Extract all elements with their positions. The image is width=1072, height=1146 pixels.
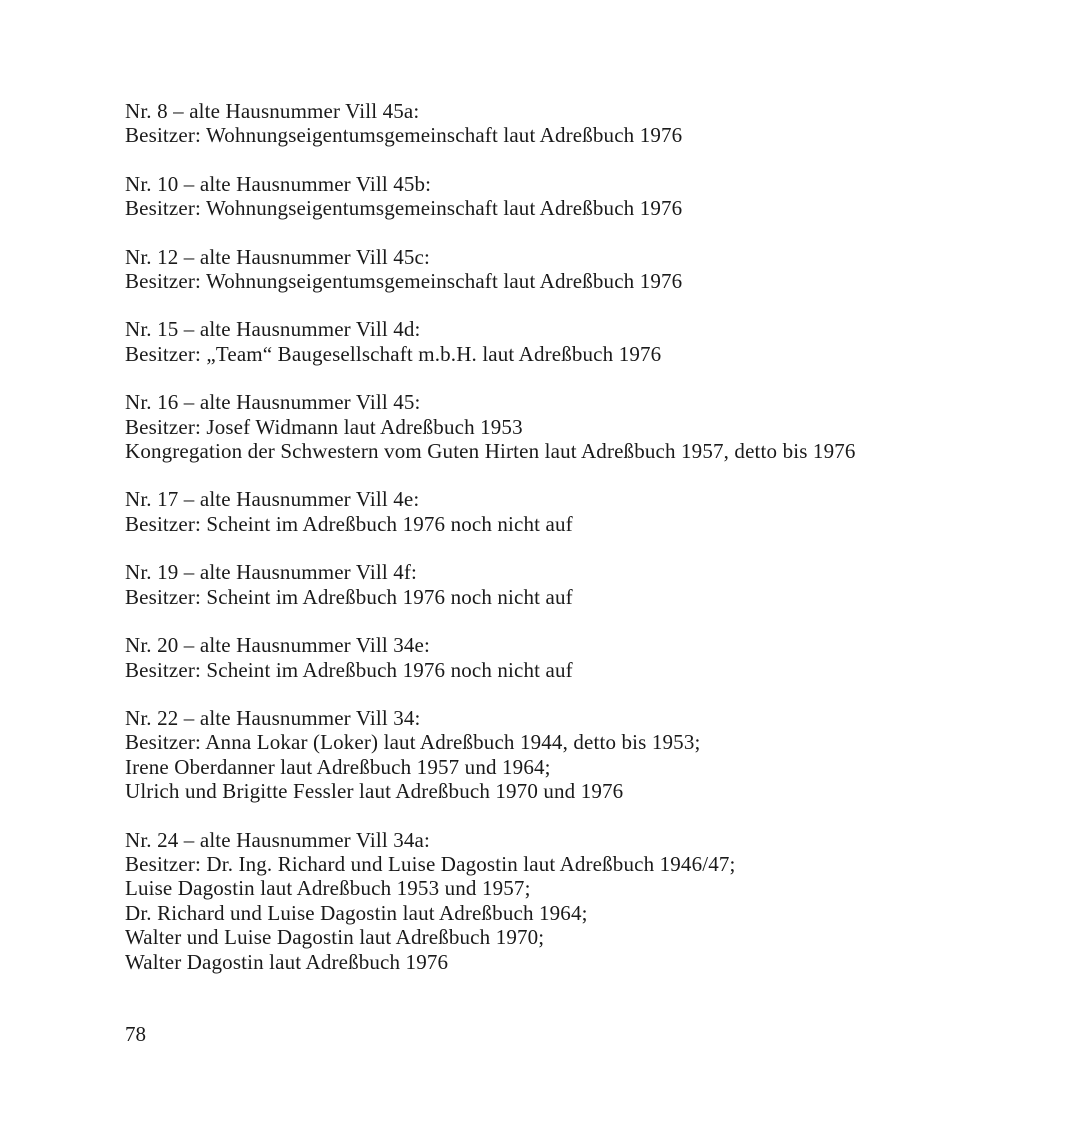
entry-heading: Nr. 15 – alte Hausnummer Vill 4d: bbox=[125, 317, 421, 342]
owner-line: Besitzer: Scheint im Adreßbuch 1976 noch nicht auf bbox=[125, 511, 573, 536]
owner-line: Besitzer: Wohnungseigentumsgemeinschaft laut Adreßbuch 1976 bbox=[125, 123, 683, 148]
owner-line: Besitzer: Anna Lokar (Loker) laut Adreßbuch 1944, detto bis 1953; bbox=[125, 730, 701, 755]
house-entry-17 bbox=[125, 487, 1025, 536]
owner-line: Kongregation der Schwestern vom Guten Hirten laut Adreßbuch 1957, detto bis 1976 bbox=[125, 439, 856, 464]
owner-line: Besitzer: Wohnungseigentumsgemeinschaft laut Adreßbuch 1976 bbox=[125, 196, 683, 221]
owner-line: Ulrich und Brigitte Fessler laut Adreßbuch 1970 und 1976 bbox=[125, 779, 624, 804]
owner-line: Besitzer: Josef Widmann laut Adreßbuch 1953 bbox=[125, 414, 523, 439]
house-entry-12 bbox=[125, 245, 1025, 294]
entry-heading: Nr. 12 – alte Hausnummer Vill 45c: bbox=[125, 244, 430, 269]
owner-line: Walter und Luise Dagostin laut Adreßbuch 1970; bbox=[125, 925, 545, 950]
house-entry-22 bbox=[125, 706, 1025, 804]
owner-line: Besitzer: Scheint im Adreßbuch 1976 noch nicht auf bbox=[125, 657, 573, 682]
entry-heading: Nr. 24 – alte Hausnummer Vill 34a: bbox=[125, 827, 430, 852]
house-entry-8 bbox=[125, 99, 1025, 148]
house-entry-19 bbox=[125, 560, 1025, 609]
owner-line: Luise Dagostin laut Adreßbuch 1953 und 1957; bbox=[125, 876, 531, 901]
owner-line: Besitzer: Wohnungseigentumsgemeinschaft laut Adreßbuch 1976 bbox=[125, 269, 683, 294]
owner-line: Besitzer: „Team“ Baugesellschaft m.b.H. laut Adreßbuch 1976 bbox=[125, 341, 662, 366]
document-body bbox=[125, 99, 1025, 998]
house-entry-15 bbox=[125, 317, 1025, 366]
entry-heading: Nr. 8 – alte Hausnummer Vill 45a: bbox=[125, 99, 420, 123]
owner-line: Irene Oberdanner laut Adreßbuch 1957 und 1964; bbox=[125, 754, 551, 779]
house-entry-10 bbox=[125, 172, 1025, 221]
owner-line: Walter Dagostin laut Adreßbuch 1976 bbox=[125, 949, 449, 974]
house-entry-16 bbox=[125, 390, 1025, 463]
page-number: 78 bbox=[125, 1022, 146, 1046]
entry-heading: Nr. 19 – alte Hausnummer Vill 4f: bbox=[125, 560, 418, 585]
owner-line: Besitzer: Dr. Ing. Richard und Luise Dagostin laut Adreßbuch 1946/47; bbox=[125, 851, 736, 876]
house-entry-24 bbox=[125, 828, 1025, 974]
owner-line: Dr. Richard und Luise Dagostin laut Adreßbuch 1964; bbox=[125, 900, 588, 925]
owner-line: Besitzer: Scheint im Adreßbuch 1976 noch nicht auf bbox=[125, 584, 573, 609]
entry-heading: Nr. 22 – alte Hausnummer Vill 34: bbox=[125, 705, 421, 730]
entry-heading: Nr. 10 – alte Hausnummer Vill 45b: bbox=[125, 171, 432, 196]
house-entry-20 bbox=[125, 633, 1025, 682]
entry-heading: Nr. 16 – alte Hausnummer Vill 45: bbox=[125, 390, 421, 415]
entry-heading: Nr. 20 – alte Hausnummer Vill 34e: bbox=[125, 633, 430, 658]
entry-heading: Nr. 17 – alte Hausnummer Vill 4e: bbox=[125, 487, 420, 512]
